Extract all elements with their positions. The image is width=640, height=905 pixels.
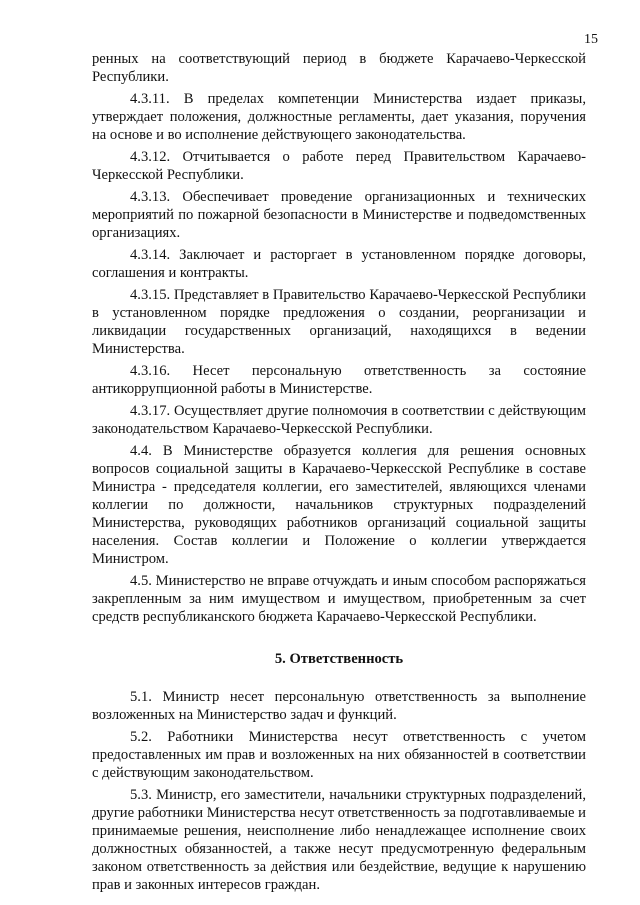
section-5-heading: 5. Ответственность — [274, 651, 404, 667]
paragraph-continuation: ренных на соответствующий период в бюджете Карачаево-Черкесской Республики. — [92, 51, 586, 85]
paragraph-4-3-14: 4.3.14. Заключает и расторгает в установленном порядке договоры, соглашения и контракты. — [92, 247, 586, 281]
paragraph-4-3-11: 4.3.11. В пределах компетенции Министерства издает приказы, утверждает положения, должностные регламенты, дает указания, поручения на основе и во исполнение действующего законодательства. — [92, 91, 586, 143]
paragraph-4-3-15: 4.3.15. Представляет в Правительство Карачаево-Черкесской Республики в установленном порядке предложения о создании, реорганизации и ликвидации государственных организаций, находящихся в ведении Министерства. — [92, 287, 586, 357]
paragraph-5-1: 5.1. Министр несет персональную ответственность за выполнение возложенных на Министерство задач и функций. — [92, 689, 586, 723]
paragraph-4-3-17: 4.3.17. Осуществляет другие полномочия в соответствии с действующим законодательством Карачаево-Черкесской Республики. — [92, 403, 586, 437]
paragraph-4-4: 4.4. В Министерстве образуется коллегия для решения основных вопросов социальной защиты в Карачаево-Черкесской Республике в составе Министра - председателя коллегии, его заместителей, являющихся членами коллегии по должности, начальников структурных подразделений Министерства, руководящих работников организаций социальной защиты населения. Состав коллегии и Положение о коллегии утверждается Министром. — [92, 443, 586, 567]
paragraph-4-3-13: 4.3.13. Обеспечивает проведение организационных и технических мероприятий по пожарной безопасности в Министерстве и подведомственных организациях. — [92, 189, 586, 241]
paragraph-4-3-12: 4.3.12. Отчитывается о работе перед Правительством Карачаево-Черкесской Республики. — [92, 149, 586, 183]
paragraph-4-5: 4.5. Министерство не вправе отчуждать и иным способом распоряжаться закрепленным за ним имуществом и имуществом, приобретенным за счет средств республиканского бюджета Карачаево-Черкесской Республики. — [92, 573, 586, 625]
page-number: 15 — [584, 32, 598, 47]
paragraph-5-3: 5.3. Министр, его заместители, начальники структурных подразделений, другие работники Министерства несут ответственность за подготавливаемые и принимаемые решения, неисполнение либо ненадлежащее исполнение своих должностных обязанностей, а также несут предусмотренную федеральным законом ответственность за действия или бездействие, ведущие к нарушению прав и законных интересов граждан. — [92, 787, 586, 893]
paragraph-4-3-16: 4.3.16. Несет персональную ответственность за состояние антикоррупционной работы в Министерстве. — [92, 363, 586, 397]
document-body — [92, 50, 586, 898]
paragraph-5-2: 5.2. Работники Министерства несут ответственность с учетом предоставленных им прав и возложенных на них обязанностей в соответствии с действующим законодательством. — [92, 729, 586, 781]
